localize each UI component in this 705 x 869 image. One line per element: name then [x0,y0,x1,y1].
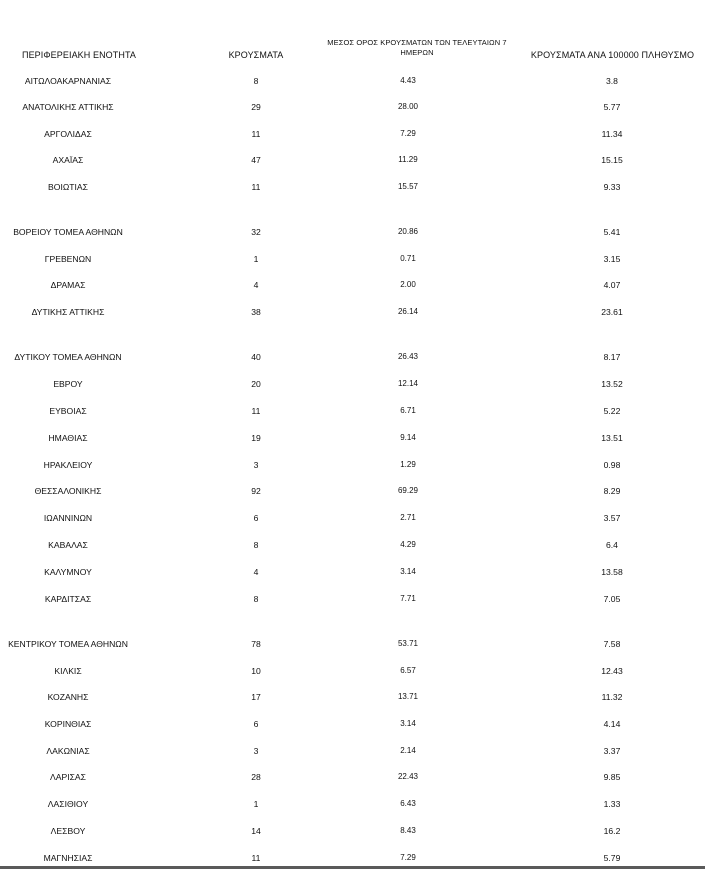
table-row [0,350,705,364]
cell-region: ΛΑΣΙΘΙΟΥ [47,799,89,809]
cell-region: ΗΜΑΘΙΑΣ [48,433,88,443]
cell-region: ΘΕΣΣΑΛΟΝΙΚΗΣ [34,486,102,496]
cell-region: ΚΟΡΙΝΘΙΑΣ [44,719,92,729]
cell-avg7: 7.29 [400,129,416,138]
cell-per100k: 0.98 [603,460,621,470]
cell-cases: 11 [251,182,261,192]
table-row [0,431,705,445]
cell-avg7: 8.43 [400,826,416,835]
cell-per100k: 7.05 [603,594,621,604]
table-row [0,74,705,88]
cell-cases: 6 [253,719,259,729]
cell-cases: 92 [251,486,261,496]
cell-region: ΔΥΤΙΚΟΥ ΤΟΜΕΑ ΑΘΗΝΩΝ [14,352,122,362]
cell-avg7: 20.86 [397,227,419,236]
cell-per100k: 4.14 [603,719,621,729]
table-row [0,305,705,319]
table-row [0,127,705,141]
cell-cases: 14 [251,826,261,836]
cell-per100k: 3.57 [603,513,621,523]
cell-avg7: 3.14 [400,567,416,576]
cell-avg7: 26.43 [397,352,419,361]
table-row [0,851,705,865]
table-row [0,377,705,391]
table-row [0,404,705,418]
cell-region: ΑΙΤΩΛΟΑΚΑΡΝΑΝΙΑΣ [24,76,112,86]
cell-avg7: 2.71 [400,513,416,522]
cell-avg7: 1.29 [400,460,416,469]
cell-avg7: 22.43 [397,772,419,781]
cell-cases: 8 [253,540,259,550]
table-row [0,180,705,194]
table-row [0,153,705,167]
cell-region: ΓΡΕΒΕΝΩΝ [44,254,92,264]
cell-per100k: 5.77 [603,102,621,112]
cell-per100k: 9.85 [603,772,621,782]
cell-per100k: 13.51 [601,433,623,443]
cell-per100k: 5.22 [603,406,621,416]
cell-avg7: 12.14 [397,379,419,388]
cell-per100k: 23.61 [601,307,623,317]
cell-per100k: 3.8 [606,76,618,86]
cell-avg7: 26.14 [397,307,419,316]
cell-region: ΑΝΑΤΟΛΙΚΗΣ ΑΤΤΙΚΗΣ [22,102,114,112]
cell-per100k: 12.43 [601,666,623,676]
cell-avg7: 28.00 [397,102,419,111]
cell-cases: 32 [251,227,261,237]
cell-cases: 10 [251,666,261,676]
cell-per100k: 16.2 [603,826,621,836]
table-row [0,770,705,784]
cell-avg7: 7.71 [400,594,416,603]
header-seven-day-average: ΜΕΣΟΣ ΟΡΟΣ ΚΡΟΥΣΜΑΤΩΝ ΤΩΝ ΤΕΛΕΥΤΑΙΩΝ 7 ΗΜΕΡΩΝ [327,38,507,57]
cell-cases: 1 [253,254,259,264]
cell-cases: 78 [251,639,261,649]
cell-per100k: 11.34 [601,129,623,139]
cell-avg7: 11.29 [398,155,418,164]
cell-avg7: 4.43 [400,76,416,85]
table-row [0,797,705,811]
cell-region: ΚΙΛΚΙΣ [54,666,82,676]
cell-per100k: 11.32 [601,692,623,702]
cell-region: ΜΑΓΝΗΣΙΑΣ [43,853,93,863]
table-row [0,744,705,758]
cell-avg7: 7.29 [400,853,416,862]
cell-cases: 3 [253,746,259,756]
cell-cases: 28 [251,772,261,782]
cell-per100k: 9.33 [603,182,621,192]
header-cases: ΚΡΟΥΣΜΑΤΑ [228,50,284,60]
table-header [0,0,705,64]
cell-region: ΕΒΡΟΥ [53,379,83,389]
cell-cases: 40 [251,352,261,362]
cell-cases: 11 [251,129,261,139]
cell-avg7: 6.71 [400,406,416,415]
cell-avg7: 4.29 [400,540,416,549]
table-row [0,100,705,114]
cell-region: ΔΥΤΙΚΗΣ ΑΤΤΙΚΗΣ [31,307,105,317]
cell-cases: 1 [253,799,259,809]
table-row [0,717,705,731]
cell-region: ΛΑΡΙΣΑΣ [50,772,86,782]
cell-avg7: 0.71 [400,254,416,263]
header-region: ΠΕΡΙΦΕΡΕΙΑΚΗ ΕΝΟΤΗΤΑ [21,50,137,60]
table-row [0,538,705,552]
cell-cases: 8 [253,76,259,86]
cell-avg7: 13.71 [397,692,419,701]
cell-region: ΙΩΑΝΝΙΝΩΝ [43,513,93,523]
cell-region: ΔΡΑΜΑΣ [50,280,86,290]
table-row [0,664,705,678]
table-row [0,690,705,704]
table-row [0,252,705,266]
table-row [0,637,705,651]
cell-cases: 6 [253,513,259,523]
cell-avg7: 9.14 [400,433,416,442]
cell-per100k: 5.41 [603,227,621,237]
header-cases-per-100k: ΚΡΟΥΣΜΑΤΑ ΑΝΑ 100000 ΠΛΗΘΥΣΜΟ [530,50,695,60]
cell-per100k: 8.17 [603,352,621,362]
cell-region: ΑΡΓΟΛΙΔΑΣ [44,129,92,139]
table-row [0,824,705,838]
cell-per100k: 1.33 [603,799,621,809]
cell-per100k: 5.79 [603,853,621,863]
cell-cases: 19 [251,433,261,443]
cell-per100k: 7.58 [603,639,621,649]
cell-region: ΚΑΡΔΙΤΣΑΣ [44,594,92,604]
cell-cases: 4 [253,567,259,577]
cell-cases: 11 [251,853,261,863]
cell-region: ΛΑΚΩΝΙΑΣ [46,746,90,756]
cell-region: ΒΟΡΕΙΟΥ ΤΟΜΕΑ ΑΘΗΝΩΝ [13,227,123,237]
cell-region: ΛΕΣΒΟΥ [50,826,86,836]
cell-per100k: 3.15 [603,254,621,264]
cell-avg7: 6.43 [400,799,416,808]
cell-region: ΒΟΙΩΤΙΑΣ [48,182,88,192]
cell-per100k: 13.58 [601,567,623,577]
cell-cases: 29 [251,102,261,112]
cell-cases: 4 [253,280,259,290]
cell-avg7: 15.57 [397,182,419,191]
cell-per100k: 13.52 [601,379,623,389]
cell-cases: 3 [253,460,259,470]
cell-avg7: 2.00 [400,280,416,289]
cell-region: ΗΡΑΚΛΕΙΟΥ [43,460,93,470]
table-row [0,458,705,472]
cell-per100k: 4.07 [603,280,621,290]
table-row [0,225,705,239]
cell-avg7: 69.29 [397,486,419,495]
cell-region: ΑΧΑΪΑΣ [52,155,84,165]
cell-region: ΚΕΝΤΡΙΚΟΥ ΤΟΜΕΑ ΑΘΗΝΩΝ [8,639,128,649]
cell-cases: 20 [251,379,261,389]
cell-cases: 47 [251,155,261,165]
cell-per100k: 15.15 [601,155,623,165]
table-row [0,565,705,579]
table-row [0,592,705,606]
cell-region: ΚΑΛΥΜΝΟΥ [44,567,92,577]
cell-avg7: 3.14 [400,719,416,728]
table-row [0,278,705,292]
cell-avg7: 6.57 [400,666,416,675]
cell-region: ΕΥΒΟΙΑΣ [49,406,87,416]
cell-per100k: 3.37 [603,746,621,756]
cell-avg7: 53.71 [397,639,419,648]
cell-avg7: 2.14 [400,746,416,755]
cell-cases: 17 [251,692,261,702]
cell-per100k: 6.4 [606,540,618,550]
cell-region: ΚΑΒΑΛΑΣ [48,540,88,550]
cell-cases: 11 [251,406,261,416]
cell-cases: 8 [253,594,259,604]
cell-cases: 38 [251,307,261,317]
table-row [0,484,705,498]
cell-per100k: 8.29 [603,486,621,496]
table-row [0,511,705,525]
cell-region: ΚΟΖΑΝΗΣ [47,692,89,702]
